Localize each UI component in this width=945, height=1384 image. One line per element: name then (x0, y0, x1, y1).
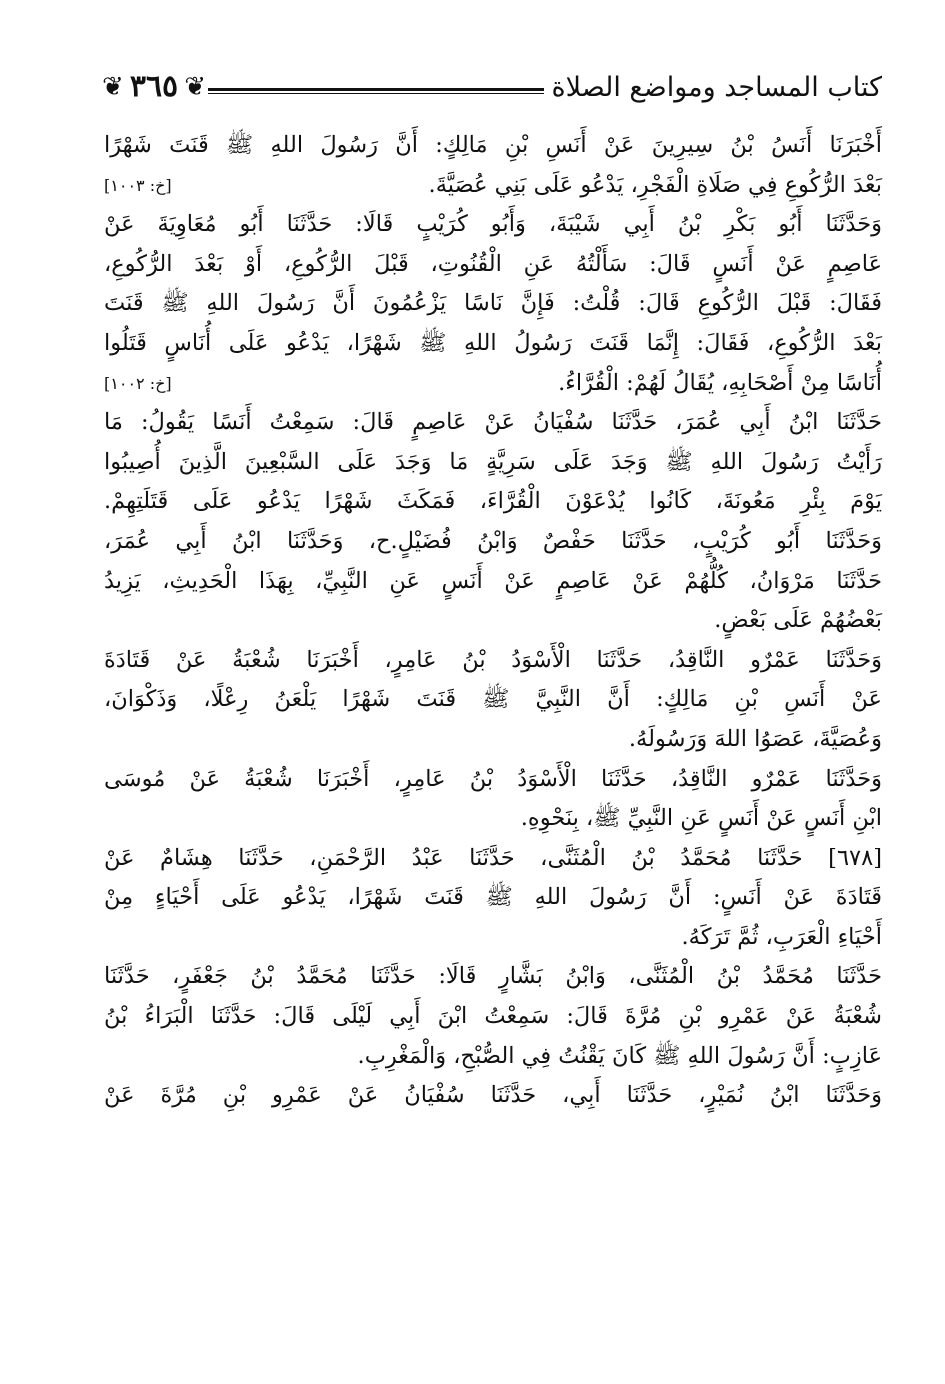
text-line (104, 205, 882, 245)
text-line (104, 522, 882, 562)
text-line (104, 324, 882, 364)
page-number: ٣٦٥ (129, 69, 179, 104)
text-line (104, 680, 882, 720)
header-rule-thick (208, 88, 544, 91)
text-line-content: [٦٧٨] حَدَّثَنَا مُحَمَّدُ بْنُ الْمُثَنَّى، حَدَّثَنَا عَبْدُ الرَّحْمَنِ، حَدَّثَنَا هِشَامٌ عَنْ (104, 844, 882, 871)
text-line (104, 284, 882, 324)
text-line (104, 364, 882, 404)
text-line-content: بَعْدَ الرُّكُوعِ، فَقَالَ: إِنَّمَا قَنَتَ رَسُولُ اللهِ ﷺ شَهْرًا، يَدْعُو عَلَى أُنَاسٍ قَتَلُوا (104, 329, 882, 356)
text-line-content: أُنَاسًا مِنْ أَصْحَابِهِ، يُقَالُ لَهُمْ: الْقُرَّاءُ. (558, 369, 882, 396)
text-line-content: وَحَدَّثَنَا عَمْرٌو النَّاقِدُ، حَدَّثَنَا الْأَسْوَدُ بْنُ عَامِرٍ، أَخْبَرَنَا شُعْبَةُ عَنْ قَتَادَةَ (104, 646, 882, 673)
ornament-right-icon: ❦ (184, 72, 206, 102)
text-line-content: ابْنِ أَنَسٍ عَنْ أَنَسٍ عَنِ النَّبِيِّ ﷺ، بِنَحْوِهِ. (520, 805, 882, 832)
text-line (104, 641, 882, 681)
text-line-content: بَعْضُهُمْ عَلَى بَعْضٍ. (714, 607, 882, 634)
text-line (104, 839, 882, 879)
text-line-content: وَحَدَّثَنَا ابْنُ نُمَيْرٍ، حَدَّثَنَا أَبِي، حَدَّثَنَا سُفْيَانُ عَنْ عَمْرِو بْنِ مُرَّةَ عَنْ (104, 1082, 882, 1109)
text-line (104, 878, 882, 918)
text-line (104, 1037, 882, 1077)
text-line (104, 957, 882, 997)
text-line (104, 482, 882, 522)
text-line (104, 799, 882, 839)
text-line-content: يَوْمَ بِئْرِ مَعُونَةَ، كَانُوا يُدْعَوْنَ الْقُرَّاءَ، فَمَكَثَ شَهْرًا يَدْعُو عَلَى قَتَلَتِهِمْ. (104, 488, 882, 515)
text-line-content: عَنْ أَنَسِ بْنِ مَالِكٍ: أَنَّ النَّبِيَّ ﷺ قَنَتَ شَهْرًا يَلْعَنُ رِعْلًا، وَذَكْوَانَ، (104, 686, 882, 713)
hadith-text-body (104, 126, 882, 1116)
text-line (104, 126, 882, 166)
text-line-content: وَحَدَّثَنَا أَبُو كُرَيْبٍ، حَدَّثَنَا حَفْصٌ وَابْنُ فُضَيْلٍ.ح، وَحَدَّثَنَا ابْنُ أَبِي عُمَرَ، (104, 527, 882, 554)
text-line (104, 760, 882, 800)
text-line-content: قَتَادَةَ عَنْ أَنَسٍ: أَنَّ رَسُولَ اللهِ ﷺ قَنَتَ شَهْرًا، يَدْعُو عَلَى أَحْيَاءٍ مِنْ (104, 884, 882, 911)
text-line (104, 1076, 882, 1116)
text-line (104, 601, 882, 641)
text-line-content: فَقَالَ: قَبْلَ الرُّكُوعِ قَالَ: قُلْتُ: فَإِنَّ نَاسًا يَزْعُمُونَ أَنَّ رَسُولَ اللهِ ﷺ قَنَتَ (104, 290, 882, 317)
text-line-content: وَحَدَّثَنَا عَمْرٌو النَّاقِدُ، حَدَّثَنَا الْأَسْوَدُ بْنُ عَامِرٍ، أَخْبَرَنَا شُعْبَةُ عَنْ مُوسَى (104, 765, 882, 792)
text-line-content: أَخْبَرَنَا أَنَسُ بْنُ سِيرِينَ عَنْ أَنَسِ بْنِ مَالِكٍ: أَنَّ رَسُولَ اللهِ ﷺ قَنَتَ شَهْرًا (104, 132, 882, 158)
text-line-content: حَدَّثَنَا مُحَمَّدُ بْنُ الْمُثَنَّى، وَابْنُ بَشَّارٍ قَالَا: حَدَّثَنَا مُحَمَّدُ بْنُ جَعْفَرٍ، حَدَّثَنَا (104, 963, 882, 990)
text-line-content: حَدَّثَنَا ابْنُ أَبِي عُمَرَ، حَدَّثَنَا سُفْيَانُ عَنْ عَاصِمٍ قَالَ: سَمِعْتُ أَنَسًا يَقُولُ: مَا (104, 409, 882, 436)
ornament-left-icon: ❦ (102, 72, 124, 102)
chapter-title: كتاب المساجد ومواضع الصلاة (551, 72, 882, 103)
text-line (104, 403, 882, 443)
page-header (100, 66, 882, 118)
text-line-content: شُعْبَةُ عَنْ عَمْرِو بْنِ مُرَّةَ قَالَ: سَمِعْتُ ابْنَ أَبِي لَيْلَى قَالَ: حَدَّثَنَا الْبَرَاءُ بْنُ (104, 1003, 882, 1030)
text-line-content: عَازِبٍ: أَنَّ رَسُولَ اللهِ ﷺ كَانَ يَقْنُتُ فِي الصُّبْحِ، وَالْمَغْرِبِ. (357, 1042, 882, 1069)
text-line-content: أَحْيَاءِ الْعَرَبِ، ثُمَّ تَرَكَهُ. (681, 923, 882, 950)
text-line-content: حَدَّثَنَا مَرْوَانُ، كُلُّهُمْ عَنْ عَاصِمٍ عَنْ أَنَسٍ عَنِ النَّبِيِّ، بِهَذَا الْحَدِيثِ، يَزِيدُ (104, 567, 882, 594)
text-line (104, 166, 882, 206)
text-line (104, 997, 882, 1037)
text-line-content: وَعُصَيَّةَ، عَصَوُا اللهَ وَرَسُولَهُ. (628, 725, 882, 752)
page-number-frame (100, 66, 208, 110)
text-line (104, 918, 882, 958)
text-line (104, 720, 882, 760)
text-line-content: بَعْدَ الرُّكُوعِ فِي صَلَاةِ الْفَجْرِ، يَدْعُو عَلَى بَنِي عُصَيَّةَ. (428, 171, 882, 198)
source-reference: [خ: ١٠٠٢] (104, 373, 172, 393)
text-line (104, 562, 882, 602)
source-reference: [خ: ١٠٠٣] (104, 175, 172, 195)
text-line-content: رَأَيْتُ رَسُولَ اللهِ ﷺ وَجَدَ عَلَى سَرِيَّةٍ مَا وَجَدَ عَلَى السَّبْعِينَ الَّذِينَ أُصِيبُوا (104, 448, 882, 475)
header-rule-thin (208, 93, 544, 94)
text-line (104, 443, 882, 483)
text-line (104, 245, 882, 285)
header-rule (208, 88, 544, 96)
text-line-content: وَحَدَّثَنَا أَبُو بَكْرِ بْنُ أَبِي شَيْبَةَ، وَأَبُو كُرَيْبٍ قَالَا: حَدَّثَنَا أَبُو مُعَاوِيَةَ عَنْ (104, 211, 882, 238)
text-line-content: عَاصِمٍ عَنْ أَنَسٍ قَالَ: سَأَلْتُهُ عَنِ الْقُنُوتِ، قَبْلَ الرُّكُوعِ، أَوْ بَعْدَ الرُّكُوعِ، (104, 250, 882, 277)
